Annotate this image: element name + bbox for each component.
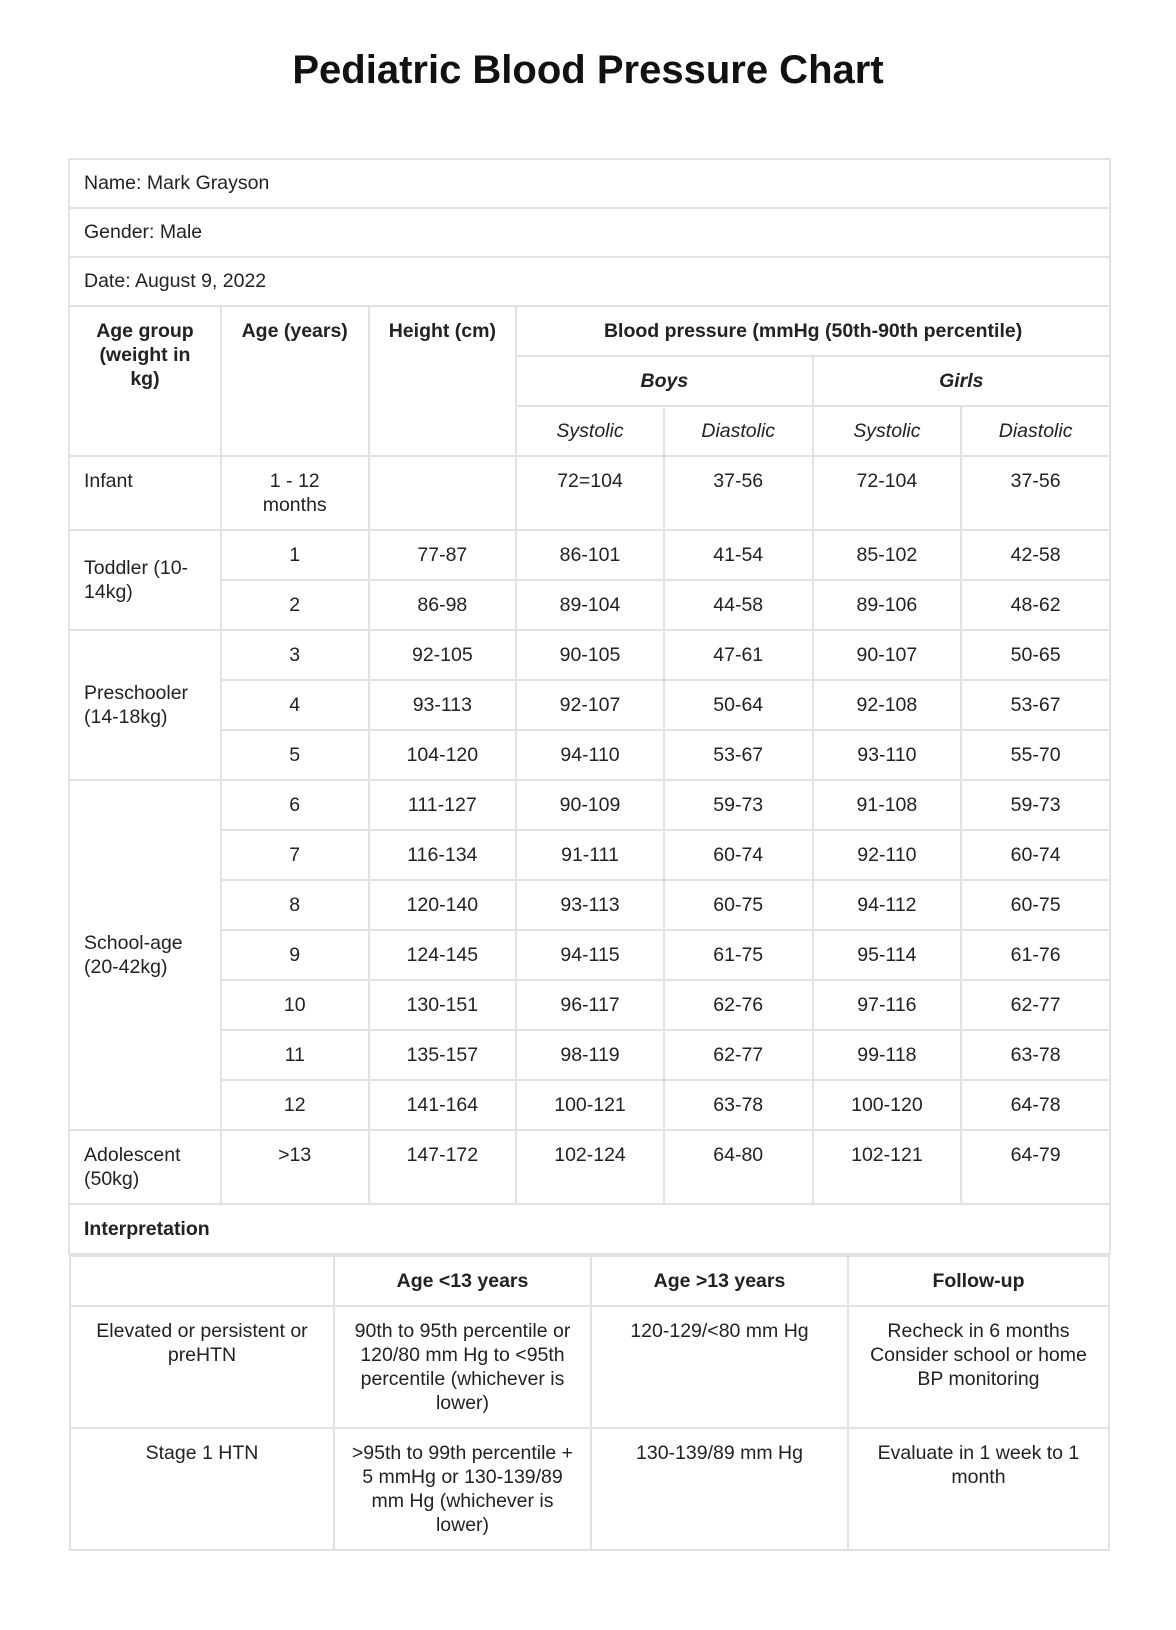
table-row (69, 930, 1110, 980)
girls-systolic-cell: 95-114 (813, 930, 962, 980)
height-cell: 116-134 (369, 830, 517, 880)
age-cell: 8 (221, 880, 369, 930)
patient-date: Date: August 9, 2022 (69, 257, 1110, 306)
table-row (69, 980, 1110, 1030)
boys-diastolic-cell: 64-80 (664, 1130, 813, 1204)
follow-up-cell: Recheck in 6 months Consider school or home BP monitoring (848, 1306, 1109, 1428)
boys-systolic-cell: 72=104 (516, 456, 664, 530)
height-cell (369, 456, 517, 530)
height-cell: 141-164 (369, 1080, 517, 1130)
boys-diastolic-cell: 61-75 (664, 930, 813, 980)
boys-systolic-cell: 94-110 (516, 730, 664, 780)
table-row (69, 730, 1110, 780)
follow-up-cell: Evaluate in 1 week to 1 month (848, 1428, 1109, 1550)
height-cell: 124-145 (369, 930, 517, 980)
girls-diastolic-cell: 59-73 (961, 780, 1110, 830)
header-boys-diastolic: Diastolic (664, 406, 813, 456)
patient-gender: Gender: Male (69, 208, 1110, 257)
boys-diastolic-cell: 63-78 (664, 1080, 813, 1130)
height-cell: 77-87 (369, 530, 517, 580)
boys-diastolic-cell: 50-64 (664, 680, 813, 730)
category-cell: Elevated or persistent or preHTN (70, 1306, 334, 1428)
girls-diastolic-cell: 61-76 (961, 930, 1110, 980)
category-cell: Stage 1 HTN (70, 1428, 334, 1550)
boys-diastolic-cell: 53-67 (664, 730, 813, 780)
boys-diastolic-cell: 47-61 (664, 630, 813, 680)
height-cell: 130-151 (369, 980, 517, 1030)
girls-diastolic-cell: 60-75 (961, 880, 1110, 930)
height-cell: 92-105 (369, 630, 517, 680)
age-group-label: Toddler (10-14kg) (69, 530, 221, 630)
table-row (69, 830, 1110, 880)
age-cell: 5 (221, 730, 369, 780)
girls-systolic-cell: 89-106 (813, 580, 962, 630)
boys-systolic-cell: 90-109 (516, 780, 664, 830)
table-row (69, 1080, 1110, 1130)
table-row (69, 880, 1110, 930)
header-age: Age (years) (221, 306, 369, 456)
height-cell: 147-172 (369, 1130, 517, 1204)
header-girls-diastolic: Diastolic (961, 406, 1110, 456)
header-girls-systolic: Systolic (813, 406, 962, 456)
boys-systolic-cell: 93-113 (516, 880, 664, 930)
girls-systolic-cell: 90-107 (813, 630, 962, 680)
age-group-label: Adolescent (50kg) (69, 1130, 221, 1204)
boys-systolic-cell: 100-121 (516, 1080, 664, 1130)
girls-systolic-cell: 94-112 (813, 880, 962, 930)
age-under-13-cell: 90th to 95th percentile or 120/80 mm Hg to <95th percentile (whichever is lower) (334, 1306, 591, 1428)
girls-systolic-cell: 99-118 (813, 1030, 962, 1080)
table-row (69, 456, 1110, 530)
girls-systolic-cell: 93-110 (813, 730, 962, 780)
girls-systolic-cell: 97-116 (813, 980, 962, 1030)
table-row (69, 630, 1110, 680)
interpretation-row (70, 1306, 1109, 1428)
age-group-label: School-age (20-42kg) (69, 780, 221, 1130)
girls-diastolic-cell: 62-77 (961, 980, 1110, 1030)
height-cell: 120-140 (369, 880, 517, 930)
boys-diastolic-cell: 41-54 (664, 530, 813, 580)
header-girls: Girls (813, 356, 1110, 406)
table-row (69, 1030, 1110, 1080)
girls-diastolic-cell: 53-67 (961, 680, 1110, 730)
header-boys-systolic: Systolic (516, 406, 664, 456)
interpretation-table (69, 1255, 1110, 1551)
girls-systolic-cell: 72-104 (813, 456, 962, 530)
table-row (69, 680, 1110, 730)
age-over-13-cell: 130-139/89 mm Hg (591, 1428, 848, 1550)
boys-diastolic-cell: 44-58 (664, 580, 813, 630)
boys-diastolic-cell: 62-76 (664, 980, 813, 1030)
age-cell: >13 (221, 1130, 369, 1204)
age-cell: 12 (221, 1080, 369, 1130)
page-title: Pediatric Blood Pressure Chart (292, 48, 884, 92)
boys-systolic-cell: 91-111 (516, 830, 664, 880)
girls-systolic-cell: 91-108 (813, 780, 962, 830)
girls-diastolic-cell: 64-78 (961, 1080, 1110, 1130)
header-boys: Boys (516, 356, 812, 406)
girls-systolic-cell: 102-121 (813, 1130, 962, 1204)
height-cell: 86-98 (369, 580, 517, 630)
boys-systolic-cell: 90-105 (516, 630, 664, 680)
height-cell: 111-127 (369, 780, 517, 830)
girls-diastolic-cell: 64-79 (961, 1130, 1110, 1204)
boys-systolic-cell: 98-119 (516, 1030, 664, 1080)
girls-diastolic-cell: 63-78 (961, 1030, 1110, 1080)
age-under-13-cell: >95th to 99th percentile + 5 mmHg or 130-139/89 mm Hg (whichever is lower) (334, 1428, 591, 1550)
boys-diastolic-cell: 60-74 (664, 830, 813, 880)
height-cell: 93-113 (369, 680, 517, 730)
boys-diastolic-cell: 37-56 (664, 456, 813, 530)
girls-systolic-cell: 92-108 (813, 680, 962, 730)
header-age-group: Age group (weight in kg) (69, 306, 221, 456)
table-row (69, 780, 1110, 830)
girls-systolic-cell: 100-120 (813, 1080, 962, 1130)
age-cell: 1 (221, 530, 369, 580)
boys-diastolic-cell: 60-75 (664, 880, 813, 930)
girls-diastolic-cell: 60-74 (961, 830, 1110, 880)
age-cell: 1 - 12 months (221, 456, 369, 530)
boys-systolic-cell: 94-115 (516, 930, 664, 980)
height-cell: 104-120 (369, 730, 517, 780)
boys-systolic-cell: 102-124 (516, 1130, 664, 1204)
age-cell: 11 (221, 1030, 369, 1080)
age-cell: 7 (221, 830, 369, 880)
age-over-13-cell: 120-129/<80 mm Hg (591, 1306, 848, 1428)
boys-systolic-cell: 86-101 (516, 530, 664, 580)
interpretation-row (70, 1428, 1109, 1550)
age-cell: 9 (221, 930, 369, 980)
header-bp: Blood pressure (mmHg (50th-90th percentile) (516, 306, 1110, 356)
bp-table (68, 158, 1111, 1551)
girls-systolic-cell: 85-102 (813, 530, 962, 580)
table-row (69, 1130, 1110, 1204)
interpretation-title: Interpretation (69, 1204, 1110, 1254)
age-group-label: Infant (69, 456, 221, 530)
girls-diastolic-cell: 37-56 (961, 456, 1110, 530)
girls-diastolic-cell: 42-58 (961, 530, 1110, 580)
age-cell: 4 (221, 680, 369, 730)
interpretation-header: Follow-up (848, 1256, 1109, 1306)
girls-diastolic-cell: 55-70 (961, 730, 1110, 780)
age-cell: 2 (221, 580, 369, 630)
patient-name: Name: Mark Grayson (69, 159, 1110, 208)
age-cell: 3 (221, 630, 369, 680)
boys-diastolic-cell: 59-73 (664, 780, 813, 830)
table-row (69, 580, 1110, 630)
age-cell: 6 (221, 780, 369, 830)
interpretation-header: Age >13 years (591, 1256, 848, 1306)
header-height: Height (cm) (369, 306, 517, 456)
girls-systolic-cell: 92-110 (813, 830, 962, 880)
girls-diastolic-cell: 48-62 (961, 580, 1110, 630)
boys-systolic-cell: 96-117 (516, 980, 664, 1030)
age-cell: 10 (221, 980, 369, 1030)
interpretation-header: Age <13 years (334, 1256, 591, 1306)
height-cell: 135-157 (369, 1030, 517, 1080)
age-group-label: Preschooler (14-18kg) (69, 630, 221, 780)
boys-systolic-cell: 92-107 (516, 680, 664, 730)
boys-systolic-cell: 89-104 (516, 580, 664, 630)
table-row (69, 530, 1110, 580)
girls-diastolic-cell: 50-65 (961, 630, 1110, 680)
interpretation-header (70, 1256, 334, 1306)
boys-diastolic-cell: 62-77 (664, 1030, 813, 1080)
